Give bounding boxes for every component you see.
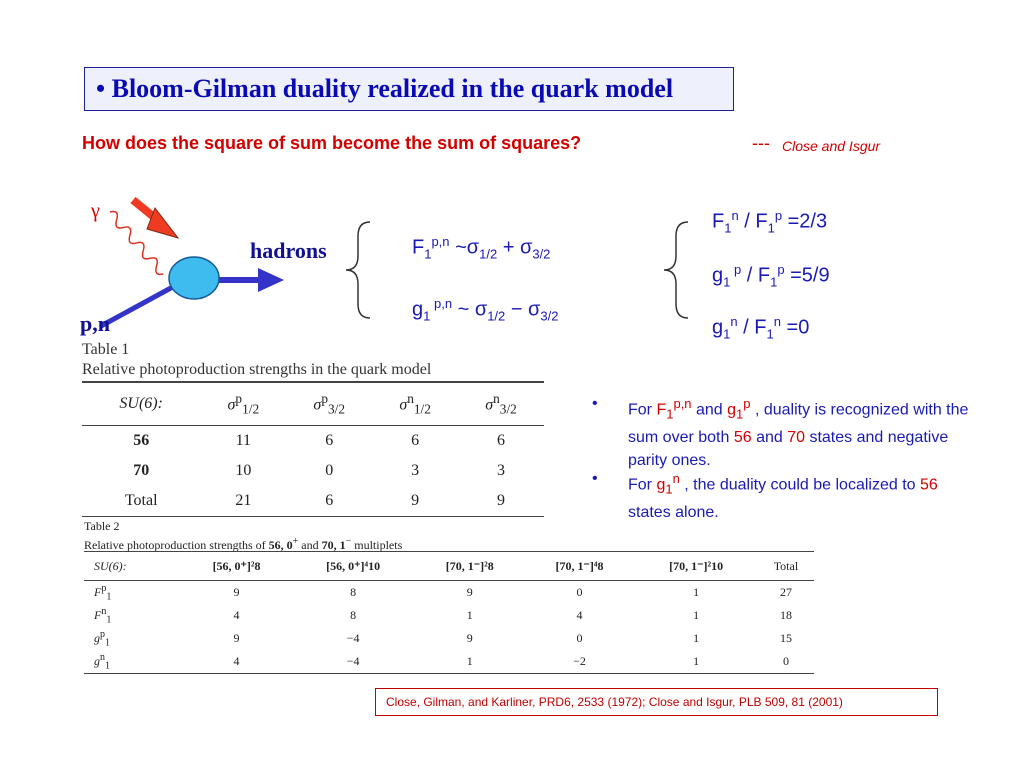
table-row (82, 426, 544, 457)
equation-g1: $g_1$ $^{p,n}$ ~ $\sigma_{1/2} - \sigma_{3/2}$ (412, 296, 559, 324)
table2-row-label: $F^n_1$ (94, 605, 112, 626)
table2-header: [56, 0⁺]⁴10 (291, 552, 414, 581)
bullet-2: For $g_1^n$ , the duality could be localized to 56 states alone. (628, 471, 938, 521)
left-brace (346, 222, 370, 318)
attribution-dash: --- (752, 133, 770, 153)
table1-header-row (82, 382, 544, 426)
attribution: Close and Isgur (782, 138, 881, 154)
pn-label: p,n (80, 311, 110, 336)
table-cell: 18 (779, 608, 792, 622)
table-cell: 1 (693, 608, 700, 622)
table-cell: 9 (233, 585, 240, 599)
table-cell: 1 (415, 650, 525, 674)
table1-header-sigma-n-32: $\sigma^n_{3/2}$ (458, 382, 544, 426)
table1-row-label: Total (82, 486, 200, 517)
table1-description: Relative photoproduction strengths in the quark model (82, 361, 432, 378)
table-cell: 15 (779, 631, 792, 645)
table2-caption (84, 518, 402, 553)
table-row (84, 581, 814, 605)
nucleon-line (101, 283, 180, 326)
gamma-label: γ (91, 200, 100, 222)
table2-header: [70, 1⁻]²10 (634, 552, 757, 581)
table-cell: −2 (525, 650, 635, 674)
table-cell: 1 (693, 631, 700, 645)
table1-header-sigma-n-12: $\sigma^n_{1/2}$ (372, 382, 458, 426)
ratio-f1n-f1p: $F_1^n / F_1^p =2/3$ (712, 208, 828, 236)
table2-header: SU(6): (84, 552, 182, 581)
table1-row-label: 70 (133, 462, 150, 479)
table2-description: Relative photoproduction strengths of 56, 0+ and 70, 1− multiplets (84, 536, 403, 552)
table-cell: 9 (233, 631, 240, 645)
table1-row-label: 56 (133, 432, 150, 449)
table-cell: 3 (411, 462, 420, 479)
table-cell: 4 (576, 608, 583, 622)
ratio-g1p-f1p: $g_1$ $^p / F_1^p =5/9$ (712, 262, 830, 290)
interaction-blob (169, 257, 219, 299)
table-cell: 11 (235, 432, 252, 449)
table-row (84, 627, 814, 650)
table2-header-row (84, 552, 814, 581)
table-row (84, 650, 814, 674)
ratio-g1n-f1n: $g_1^n / F_1^n =0$ (712, 314, 810, 342)
table-row (82, 456, 544, 486)
table-cell: 6 (411, 432, 420, 449)
table-cell: 9 (466, 631, 473, 645)
bullet-dot: • (592, 470, 598, 487)
table-cell: 8 (350, 585, 357, 599)
table-cell: 10 (235, 462, 252, 479)
reference-text: Close, Gilman, and Karliner, PRD6, 2533 (1972); Close and Isgur, PLB 509, 81 (2001) (386, 695, 843, 709)
table2-row-label: $g^p_1$ (94, 628, 110, 649)
table-cell: 27 (779, 585, 792, 599)
table2-row-label: $g^n_1$ (84, 650, 182, 674)
table-cell: 1 (634, 650, 757, 674)
equation-f1: $F_1^{p,n}$ $\sim\sigma_{1/2} + \sigma_{3/2}$ (412, 234, 551, 262)
table-cell: 3 (497, 462, 506, 479)
right-brace (664, 222, 688, 318)
table2-row-label: $F^p_1$ (94, 582, 112, 603)
table-cell: 0 (576, 631, 583, 645)
table2-title: Table 2 (84, 519, 120, 533)
table-cell: 6 (497, 432, 506, 449)
table-cell: 4 (182, 650, 292, 674)
table2-header: Total (758, 552, 814, 581)
hadrons-arrowhead (258, 268, 284, 292)
question-text: How does the square of sum become the sum of squares? (82, 133, 582, 153)
table-cell: 8 (350, 608, 357, 622)
table-cell: 9 (466, 585, 473, 599)
table-cell: 6 (325, 432, 334, 449)
table-cell: −4 (346, 631, 360, 645)
table1-header-su6: SU(6): (82, 382, 200, 426)
slide-title: • Bloom-Gilman duality realized in the quark model (96, 74, 674, 103)
table-cell: 9 (458, 486, 544, 517)
table2-header: [70, 1⁻]²8 (415, 552, 525, 581)
table-cell: 21 (200, 486, 286, 517)
table-row (84, 604, 814, 627)
table-cell: 1 (466, 608, 473, 622)
table-cell: 0 (758, 650, 814, 674)
table-cell: 0 (576, 585, 583, 599)
table2 (84, 551, 814, 674)
table-row (82, 486, 544, 517)
table-cell: 1 (693, 585, 700, 599)
table-cell: 4 (233, 608, 240, 622)
table2-header: [70, 1⁻]⁴8 (525, 552, 635, 581)
table2-header: [56, 0⁺]²8 (182, 552, 292, 581)
table-cell: 0 (325, 462, 334, 479)
table1 (82, 381, 544, 517)
table1-header-sigma-p-32: $\sigma^p_{3/2}$ (286, 382, 372, 426)
hadrons-label: hadrons (250, 238, 327, 263)
table-cell: −4 (291, 650, 414, 674)
bullet-dot: • (592, 395, 598, 412)
table1-caption (82, 340, 431, 380)
table1-title: Table 1 (82, 341, 130, 358)
table-cell: 9 (372, 486, 458, 517)
bullet-1: For $F_1^{p,n}$ and $g_1^p$ , duality is recognized with the sum over both 56 and 70 states and negative parity ones. (628, 396, 969, 469)
table-cell: 6 (286, 486, 372, 517)
table1-header-sigma-p-12: $\sigma^p_{1/2}$ (200, 382, 286, 426)
